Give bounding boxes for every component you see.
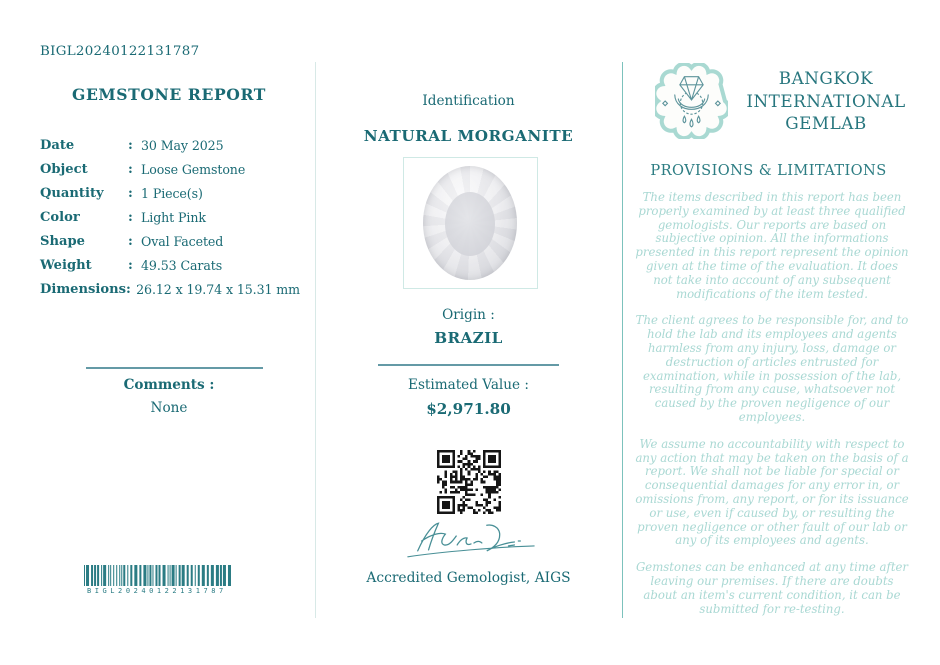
lab-name-line: GEMLAB: [785, 113, 867, 133]
estimated-value-label: Estimated Value :: [408, 377, 529, 393]
field-value: Light Pink: [141, 210, 206, 225]
column-divider-right: [622, 62, 623, 618]
field-label: Quantity: [40, 186, 104, 201]
lab-logo: [655, 63, 728, 139]
lab-name: [740, 67, 912, 135]
signature-name: [0, 0, 1, 1]
comments-label: Comments :: [123, 377, 215, 393]
gemstone-oval: [423, 166, 517, 280]
field-value: 26.12 x 19.74 x 15.31 mm: [136, 282, 300, 297]
signer-title: Accredited Gemologist, AIGS: [366, 570, 571, 586]
field-row-weight: [40, 259, 300, 273]
barcode-text: BIGL20240122131787: [87, 587, 227, 595]
provisions-paragraph: The client agrees to be responsible for, and to hold the lab and its employees and agents harmless from any injury, loss, damage or destruction of articles entrusted for examination, while in possession of the lab, resulting from any cause, whatsoever not caused by the proven negligence of our employees.: [635, 313, 909, 424]
field-value: 1 Piece(s): [141, 186, 203, 201]
field-value: Loose Gemstone: [141, 162, 246, 177]
field-value: Oval Faceted: [141, 234, 224, 249]
comments-value: None: [150, 400, 188, 416]
provisions-paragraph: We assume no accountability with respect to any action that may be taken on the basis of a report. We shall not be liable for special or consequential damages for any error in, or omissions from, any report, or for its issuance or use, even if caused by, or resulting the proven negligence or other fault of our lab or any of its employees and agents.: [635, 436, 909, 548]
field-label: Dimensions: [40, 282, 127, 297]
provisions-text: [635, 191, 909, 616]
field-label: Date: [40, 138, 75, 153]
provisions-paragraph: Gemstones can be enhanced at any time after leaving our premises. If there are doubts about an item's current condition, it can be submitted for re-testing.: [635, 560, 909, 616]
field-value: 30 May 2025: [141, 138, 224, 153]
field-value: 49.53 Carats: [141, 258, 223, 273]
comments-divider: [86, 367, 263, 369]
field-label: Color: [40, 210, 80, 225]
field-label: Weight: [40, 258, 92, 273]
field-label: Shape: [40, 234, 85, 249]
qr-code: [437, 450, 501, 514]
field-row-quantity: [40, 187, 300, 201]
field-separator: :: [128, 258, 133, 273]
report-title: GEMSTONE REPORT: [72, 85, 266, 104]
origin-label: Origin :: [442, 307, 495, 323]
lab-name-line: BANGKOK: [778, 68, 874, 88]
field-label: Object: [40, 162, 88, 177]
field-separator: :: [128, 162, 133, 177]
field-row-object: [40, 163, 300, 177]
field-separator: :: [128, 138, 133, 153]
barcode-bars: [84, 565, 232, 586]
field-separator: :: [128, 186, 133, 201]
identification-value: NATURAL MORGANITE: [363, 127, 574, 145]
estimated-value: $2,971.80: [426, 400, 511, 418]
field-row-date: [40, 139, 300, 153]
gemstone-photo: [403, 157, 538, 289]
lab-name-line: INTERNATIONAL: [746, 90, 906, 111]
field-row-shape: [40, 235, 300, 249]
provisions-paragraph: The items described in this report has been properly examined by at least three qualified gemologists. Our reports are based on subjective opinion. All the informations presented in this report represent the opinion given at the time of the evaluation. It does not take into account of any subsequent modifications of the item tested.: [635, 190, 909, 301]
provisions-title: PROVISIONS & LIMITATIONS: [650, 162, 887, 179]
gemstone-attributes: [40, 139, 300, 307]
field-row-color: [40, 211, 300, 225]
report-serial-number: BIGL20240122131787: [40, 44, 200, 59]
identification-label: Identification: [422, 93, 515, 109]
field-row-dimensions: [40, 283, 300, 297]
field-separator: :: [128, 234, 133, 249]
value-divider: [378, 364, 559, 366]
gemologist-signature: [396, 517, 544, 565]
barcode: [84, 565, 232, 595]
field-separator: :: [126, 282, 131, 297]
origin-value: BRAZIL: [434, 329, 503, 347]
field-separator: :: [128, 210, 133, 225]
